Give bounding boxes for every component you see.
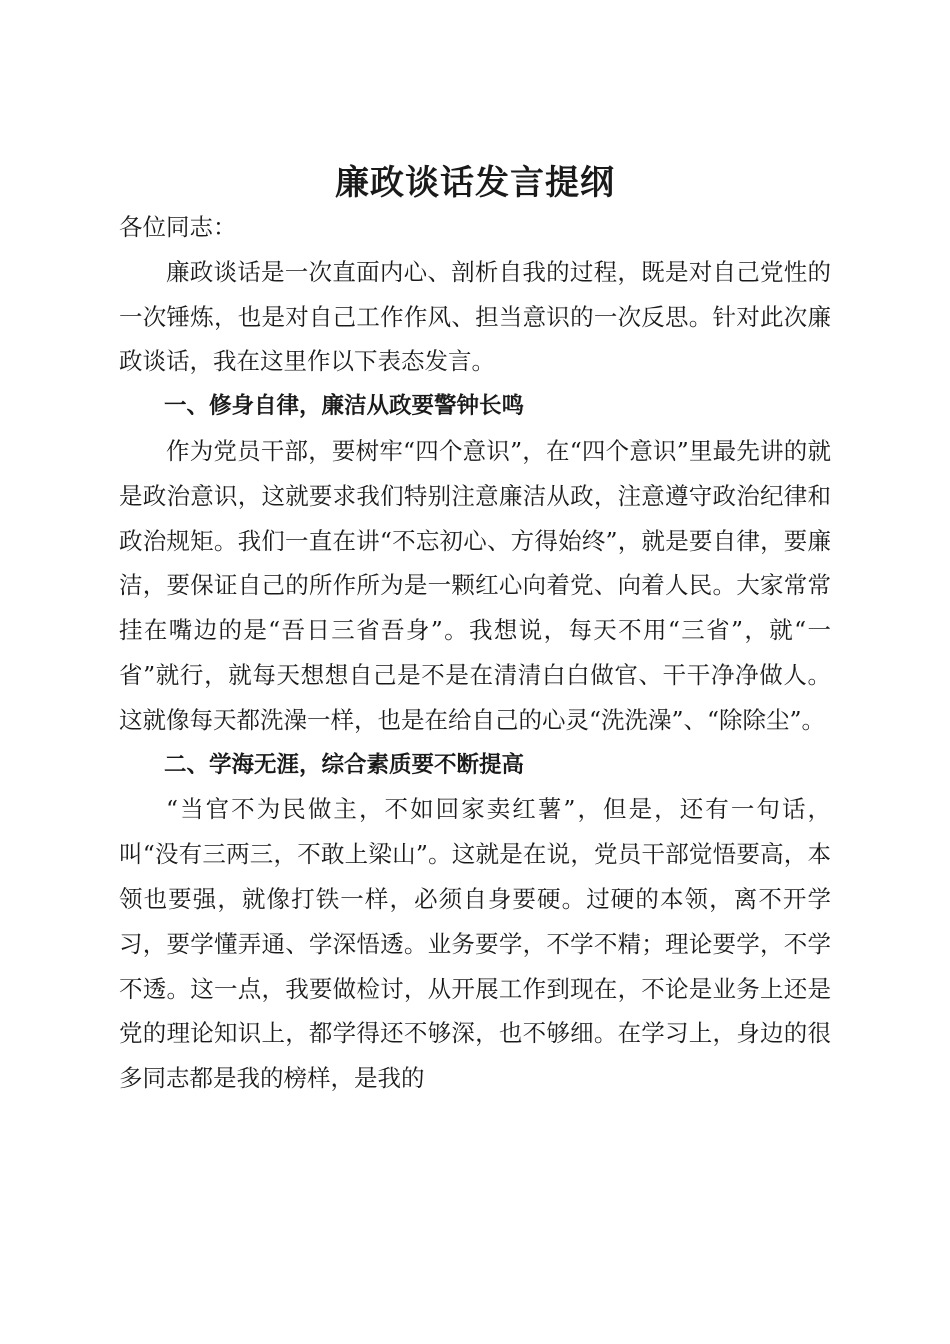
section-paragraph-2: “当官不为民做主，不如回家卖红薯”，但是，还有一句话，叫“没有三两三，不敢上梁山”。这就是在说，党员干部觉悟要高，本领也要强，就像打铁一样，必须自身要硬。过硬的本领，离不开学习，要学懂弄通、学深悟透。业务要学，不学不精；理论要学，不学不透。这一点，我要做检讨，从开展工作到现在，不论是业务上还是党的理论知识上，都学得还不够深，也不够细。在学习上，身边的很多同志都是我的榜样，是我的 xyxy=(119,795,831,1093)
section-paragraph-1: 作为党员干部，要树牢“四个意识”，在“四个意识”里最先讲的就是政治意识，这就要求我们特别注意廉洁从政，注意遵守政治纪律和政治规矩。我们一直在讲“不忘初心、方得始终”，就是要自律，要廉洁，要保证自己的所作所为是一颗红心向着党、向着人民。大家常常挂在嘴边的是“吾日三省吾身”。我想说，每天不用“三省”，就“一省”就行，就每天想想自己是不是在清清白白做官、干干净净做人。这就像每天都洗澡一样，也是在给自己的心灵“洗洗澡”、“除除尘”。 xyxy=(119,436,831,734)
section-heading-1: 一、修身自律，廉洁从政要警钟长鸣 xyxy=(164,393,525,420)
section-heading-2: 二、学海无涯，综合素质要不断提高 xyxy=(164,751,525,778)
document-title: 廉政谈话发言提纲 xyxy=(335,162,615,203)
document-body xyxy=(119,205,831,1101)
salutation: 各位同志： xyxy=(119,213,237,241)
intro-paragraph: 廉政谈话是一次直面内心、剖析自我的过程，既是对自己党性的一次锤炼，也是对自己工作作风、担当意识的一次反思。针对此次廉政谈话，我在这里作以下表态发言。 xyxy=(119,257,831,376)
